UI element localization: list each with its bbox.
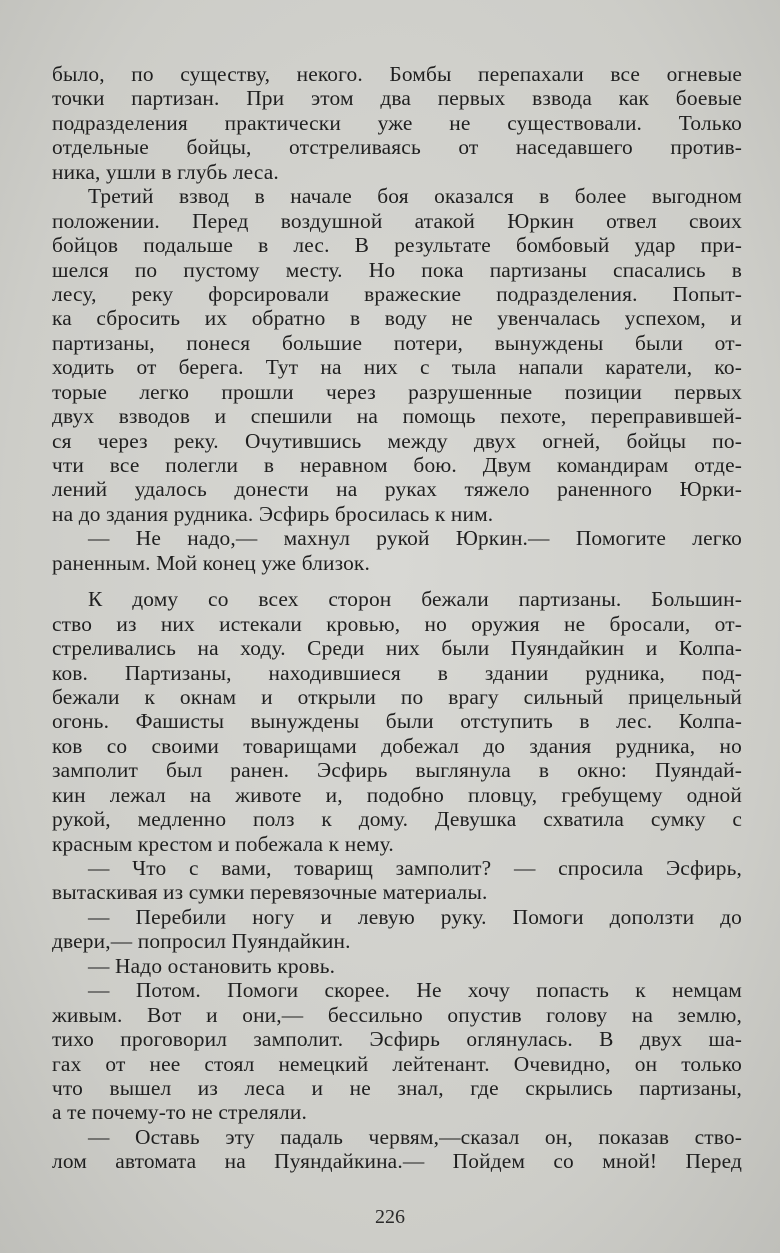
text-line: тихо проговорил замполит. Эсфирь оглянулась. В двух ша-: [52, 1027, 742, 1052]
text-line: бойцов подальше в лес. В результате бомбовый удар при-: [52, 233, 742, 258]
text-line: ника, ушли в глубь леса.: [52, 159, 279, 184]
text-line: — Потом. Помоги скорее. Не хочу попасть к немцам: [88, 978, 742, 1003]
paragraph-gap: [52, 575, 742, 587]
text-line: — Перебили ногу и левую руку. Помоги доползти до: [88, 904, 742, 929]
text-line: гах от нее стоял немецкий лейтенант. Очевидно, он только: [52, 1051, 742, 1076]
text-line: а те почему-то не стреляли.: [52, 1100, 307, 1125]
text-line: ство из них истекали кровью, но оружия не бросали, от-: [52, 611, 742, 636]
text-line: — Не надо,— махнул рукой Юркин.— Помогите легко: [88, 526, 742, 551]
text-line: ков со своими товарищами добежал до здания рудника, но: [52, 733, 742, 758]
text-line: — Что с вами, товарищ замполит? — спросила Эсфирь,: [88, 856, 742, 880]
text-line: лесу, реку форсировали вражеские подразделения. Попыт-: [52, 281, 742, 306]
text-line: торые легко прошли через разрушенные позиции первых: [52, 379, 742, 404]
text-line: К дому со всех сторон бежали партизаны. Большин-: [88, 587, 742, 612]
text-line: положении. Перед воздушной атакой Юркин отвел своих: [52, 208, 742, 233]
text-line: на до здания рудника. Эсфирь бросилась к ним.: [52, 501, 494, 526]
text-line: раненным. Мой конец уже близок.: [52, 550, 370, 575]
text-line: партизаны, понеся большие потери, вынуждены были от-: [52, 330, 742, 355]
text-line: рукой, медленно полз к дому. Девушка схватила сумку с: [52, 807, 742, 832]
text-line: точки партизан. При этом два первых взвода как боевые: [52, 86, 742, 111]
page-number: 226: [375, 1206, 405, 1228]
text-line: огонь. Фашисты вынуждены были отступить в лес. Колпа-: [52, 709, 742, 734]
text-line: ков. Партизаны, находившиеся в здании рудника, под-: [52, 660, 742, 685]
text-line: ся через реку. Очутившись между двух огней, бойцы по-: [52, 428, 742, 453]
text-line: — Надо остановить кровь.: [88, 953, 336, 978]
text-line: отдельные бойцы, отстреливаясь от наседавшего против-: [52, 135, 742, 160]
text-line: живым. Вот и они,— бессильно опустив голову на землю,: [52, 1002, 742, 1027]
text-line: красным крестом и побежала к нему.: [52, 831, 394, 856]
page-body-text: [52, 62, 742, 1174]
text-line: лений удалось донести на руках тяжело раненного Юрки-: [52, 477, 742, 502]
text-line: вытаскивая из сумки перевязочные материалы.: [52, 880, 488, 905]
text-line: лом автомата на Пуяндайкина.— Пойдем со мной! Перед: [52, 1149, 742, 1174]
text-line: двух взводов и спешили на помощь пехоте, переправившей-: [52, 404, 742, 429]
text-line: ходить от берега. Тут на них с тыла напали каратели, ко-: [52, 355, 742, 380]
text-line: было, по существу, некого. Бомбы перепахали все огневые: [52, 62, 742, 86]
text-line: Третий взвод в начале боя оказался в более выгодном: [88, 184, 742, 209]
text-line: бежали к окнам и открыли по врагу сильный прицельный: [52, 684, 742, 709]
text-line: что вышел из леса и не знал, где скрылись партизаны,: [52, 1075, 742, 1100]
text-line: двери,— попросил Пуяндайкин.: [52, 929, 351, 954]
text-line: ка сбросить их обратно в воду не увенчалась успехом, и: [52, 306, 742, 331]
text-line: стреливались на ходу. Среди них были Пуяндайкин и Колпа-: [52, 636, 742, 661]
text-line: чти все полегли в неравном бою. Двум командирам отде-: [52, 453, 742, 477]
text-line: подразделения практически уже не существовали. Только: [52, 110, 742, 135]
text-line: кин лежал на животе и, подобно пловцу, гребущему одной: [52, 782, 742, 807]
text-line: замполит был ранен. Эсфирь выглянула в окно: Пуяндай-: [52, 758, 742, 783]
text-line: шелся по пустому месту. Но пока партизаны спасались в: [52, 257, 742, 282]
text-line: — Оставь эту падаль червям,—сказал он, показав ство-: [88, 1124, 742, 1149]
